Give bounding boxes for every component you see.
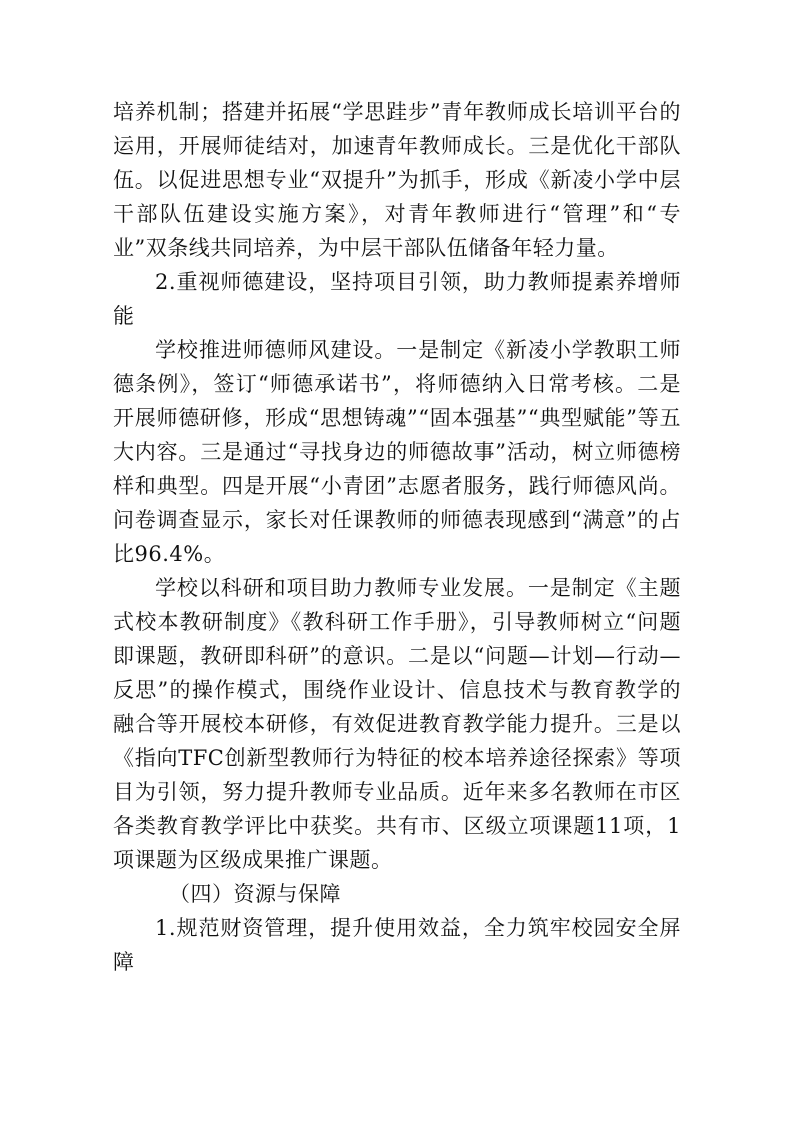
paragraph-research: 学校以科研和项目助力教师专业发展。一是制定《主题式校本教研制度》《教科研工作手册》，引导教师树立“问题即课题，教研即科研”的意识。二是以“问题—计划—行动—反思”的操作模式，围绕作业设计、信息技术与教育教学的融合等开展校本研修，有效促进教育教学能力提升。三是以《指向TFC创新型教师行为特征的校本培养途径探索》等项目为引领，努力提升教师专业品质。近年来多名教师在市区各类教育教学评比中获奖。共有市、区级立项课题11项，1项课题为区级成果推广课题。 xyxy=(113,576,681,872)
section-heading-resources: （四）资源与保障 xyxy=(169,882,341,906)
paragraph-ethics: 学校推进师德师风建设。一是制定《新凌小学教职工师德条例》，签订“师德承诺书”，将师德纳入日常考核。二是开展师德研修，形成“思想铸魂”“固本强基”“典型赋能”等五大内容。三是通过“寻找身边的师德故事”活动，树立师德榜样和典型。四是开展“小青团”志愿者服务，践行师德风尚。问卷调查显示，家长对任课教师的师德表现感到“满意”的占比96.4%。 xyxy=(113,338,681,566)
paragraph-teacher-training: 培养机制；搭建并拓展“学思跬步”青年教师成长培训平台的运用，开展师徒结对，加速青年教师成长。三是优化干部队伍。以促进思想专业“双提升”为抓手，形成《新凌小学中层干部队伍建设实施方案》，对青年教师进行“管理”和“专业”双条线共同培养，为中层干部队伍储备年轻力量。 xyxy=(113,100,681,260)
document-page xyxy=(113,95,681,979)
subheading-ethics-construction: 2.重视师德建设，坚持项目引领，助力教师提素养增师能 xyxy=(113,270,681,328)
subheading-finance-management: 1.规范财资管理，提升使用效益，全力筑牢校园安全屏障 xyxy=(113,916,681,974)
